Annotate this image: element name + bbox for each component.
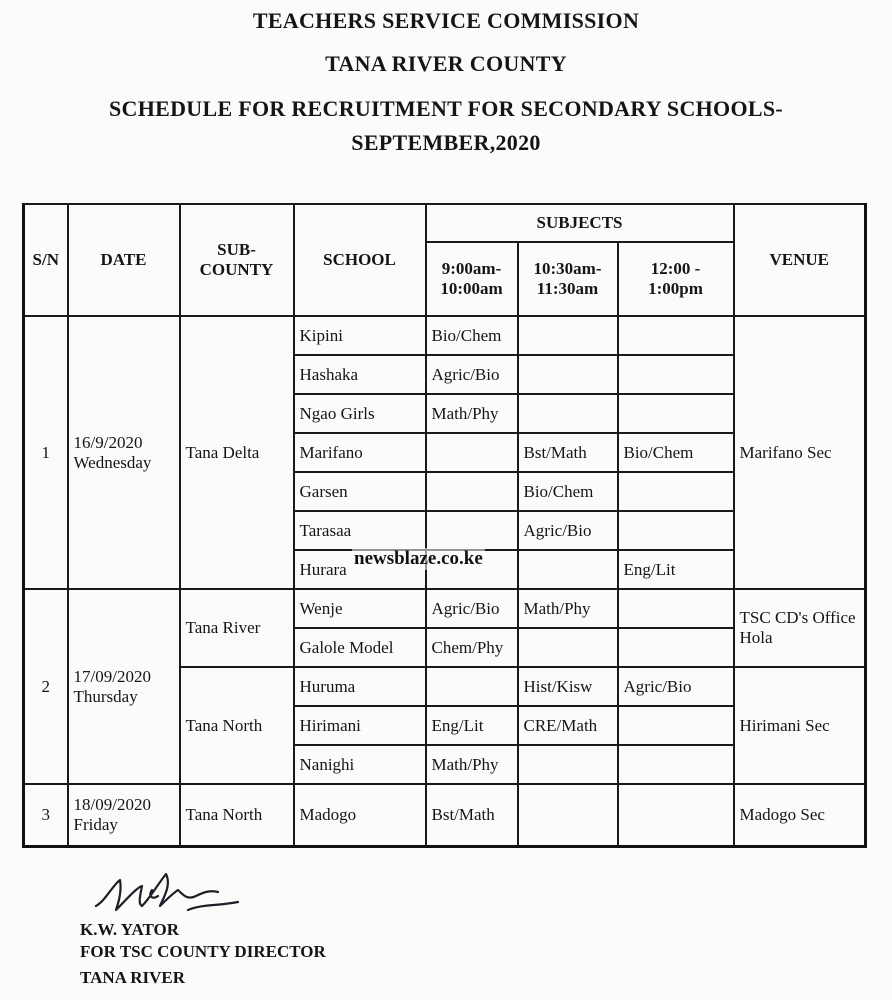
school-cell: Hirimani bbox=[294, 706, 426, 745]
slot2-cell bbox=[518, 628, 618, 667]
signature-image bbox=[92, 866, 242, 922]
school-cell: Huruma bbox=[294, 667, 426, 706]
slot2-cell bbox=[518, 784, 618, 846]
header-subjects: SUBJECTS bbox=[426, 204, 734, 242]
school-cell: Hurara bbox=[294, 550, 426, 589]
school-cell: Madogo bbox=[294, 784, 426, 846]
slot1-cell bbox=[426, 433, 518, 472]
slot2-cell: Bst/Math bbox=[518, 433, 618, 472]
table-row bbox=[24, 316, 866, 355]
slot2-cell: Agric/Bio bbox=[518, 511, 618, 550]
slot2-cell: CRE/Math bbox=[518, 706, 618, 745]
document-title: TEACHERS SERVICE COMMISSION bbox=[252, 8, 640, 33]
slot1-cell: Chem/Phy bbox=[426, 628, 518, 667]
table-row bbox=[24, 589, 866, 628]
slot2-cell bbox=[518, 394, 618, 433]
county-title: TANA RIVER COUNTY bbox=[325, 51, 567, 76]
header-school: SCHOOL bbox=[294, 204, 426, 316]
venue-cell: Madogo Sec bbox=[734, 784, 866, 846]
signatory-title: FOR TSC COUNTY DIRECTOR bbox=[80, 942, 326, 961]
table-row bbox=[24, 784, 866, 846]
slot3-cell bbox=[618, 784, 734, 846]
slot3-cell bbox=[618, 511, 734, 550]
slot3-cell bbox=[618, 706, 734, 745]
schedule-month: SEPTEMBER,2020 bbox=[351, 130, 541, 155]
slot3-cell bbox=[618, 628, 734, 667]
subcounty-cell: Tana Delta bbox=[180, 316, 294, 589]
school-cell: Wenje bbox=[294, 589, 426, 628]
schedule-title: SCHEDULE FOR RECRUITMENT FOR SECONDARY SCHOOLS- bbox=[108, 96, 784, 121]
school-cell: Galole Model bbox=[294, 628, 426, 667]
signatory-name: K.W. YATOR bbox=[80, 920, 180, 939]
slot1-cell: Bio/Chem bbox=[426, 316, 518, 355]
venue-cell: TSC CD's Office Hola bbox=[734, 589, 866, 667]
slot2-cell bbox=[518, 355, 618, 394]
slot1-cell: Bst/Math bbox=[426, 784, 518, 846]
slot1-cell: Agric/Bio bbox=[426, 589, 518, 628]
slot2-cell bbox=[518, 316, 618, 355]
slot1-cell bbox=[426, 511, 518, 550]
school-cell: Hashaka bbox=[294, 355, 426, 394]
subcounty-cell: Tana North bbox=[180, 667, 294, 784]
slot2-cell bbox=[518, 745, 618, 784]
slot3-cell: Bio/Chem bbox=[618, 433, 734, 472]
subcounty-cell: Tana River bbox=[180, 589, 294, 667]
slot2-cell: Bio/Chem bbox=[518, 472, 618, 511]
school-cell: Garsen bbox=[294, 472, 426, 511]
slot3-cell bbox=[618, 355, 734, 394]
school-cell: Marifano bbox=[294, 433, 426, 472]
sn-cell: 2 bbox=[24, 589, 68, 784]
watermark-text: newsblaze.co.ke bbox=[354, 548, 483, 569]
header-date: DATE bbox=[68, 204, 180, 316]
header-venue: VENUE bbox=[734, 204, 866, 316]
header-subcounty: SUB-COUNTY bbox=[180, 204, 294, 316]
slot3-cell bbox=[618, 394, 734, 433]
venue-cell: Marifano Sec bbox=[734, 316, 866, 589]
signatory-region: TANA RIVER bbox=[80, 968, 186, 987]
school-cell: Nanighi bbox=[294, 745, 426, 784]
slot3-cell: Agric/Bio bbox=[618, 667, 734, 706]
date-cell: 17/09/2020 Thursday bbox=[68, 589, 180, 784]
school-cell: Tarasaa bbox=[294, 511, 426, 550]
slot2-cell: Math/Phy bbox=[518, 589, 618, 628]
header-slot-3: 12:00 - 1:00pm bbox=[618, 242, 734, 316]
slot3-cell bbox=[618, 472, 734, 511]
school-cell: Kipini bbox=[294, 316, 426, 355]
slot1-cell bbox=[426, 472, 518, 511]
slot1-cell bbox=[426, 667, 518, 706]
slot2-cell: Hist/Kisw bbox=[518, 667, 618, 706]
sn-cell: 1 bbox=[24, 316, 68, 589]
slot3-cell bbox=[618, 745, 734, 784]
slot2-cell bbox=[518, 550, 618, 589]
header-sn: S/N bbox=[24, 204, 68, 316]
date-cell: 16/9/2020 Wednesday bbox=[68, 316, 180, 589]
header-slot-1: 9:00am-10:00am bbox=[426, 242, 518, 316]
slot3-cell bbox=[618, 316, 734, 355]
date-cell: 18/09/2020 Friday bbox=[68, 784, 180, 846]
recruitment-schedule-table bbox=[22, 203, 867, 848]
subcounty-cell: Tana North bbox=[180, 784, 294, 846]
slot3-cell: Eng/Lit bbox=[618, 550, 734, 589]
slot3-cell bbox=[618, 589, 734, 628]
header-slot-2: 10:30am-11:30am bbox=[518, 242, 618, 316]
sn-cell: 3 bbox=[24, 784, 68, 846]
venue-cell: Hirimani Sec bbox=[734, 667, 866, 784]
slot1-cell: Math/Phy bbox=[426, 394, 518, 433]
school-cell: Ngao Girls bbox=[294, 394, 426, 433]
slot1-cell: Eng/Lit bbox=[426, 706, 518, 745]
slot1-cell: Agric/Bio bbox=[426, 355, 518, 394]
slot1-cell: Math/Phy bbox=[426, 745, 518, 784]
